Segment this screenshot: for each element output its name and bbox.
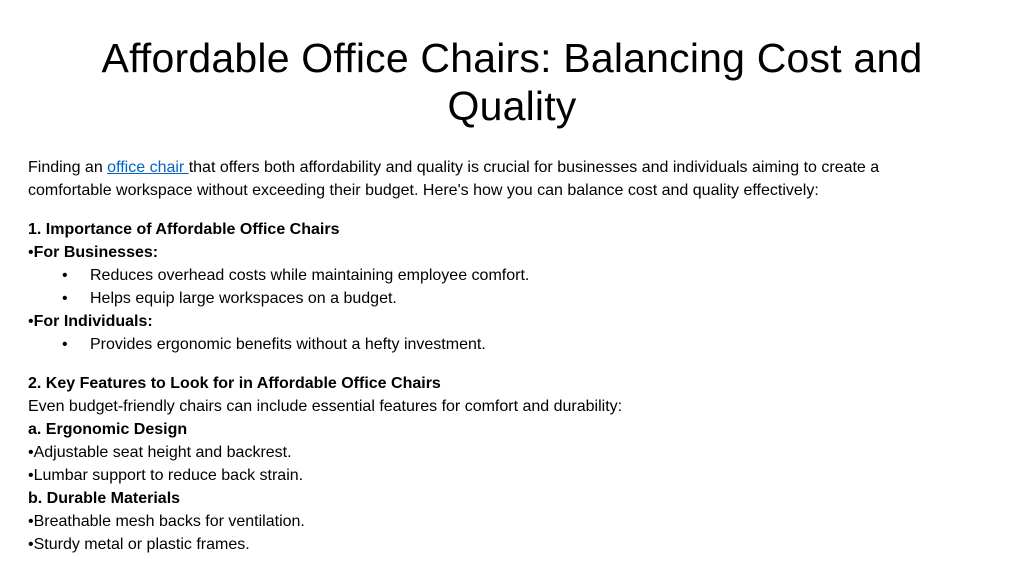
section-importance [28,218,998,356]
bullet: • [62,290,68,307]
intro-line-1 [28,156,998,179]
bullet: • [28,244,34,261]
list-item [28,464,998,487]
list-item-text: Sturdy metal or plastic frames. [33,536,250,553]
bullet: • [28,467,34,484]
list-item-text: Adjustable seat height and backrest. [33,444,292,461]
intro-paragraph [28,156,998,202]
bullet: • [28,536,34,553]
list-item-text: Provides ergonomic benefits without a hefty investment. [90,336,486,353]
bullet: • [62,336,68,353]
list-item [28,441,998,464]
ergonomic-design-heading: a. Ergonomic Design [28,421,188,438]
intro-line-2: comfortable workspace without exceeding their budget. Here's how you can balance cost and quality effectively: [28,182,819,199]
intro-suffix: that offers both affordability and quality is crucial for businesses and individuals aiming to create a [188,159,880,176]
office-chair-link[interactable]: office chair [107,159,189,176]
durable-materials-heading: b. Durable Materials [28,490,181,507]
section-1-heading: 1. Importance of Affordable Office Chairs [28,221,340,238]
bullet: • [62,267,68,284]
list-item-text: Reduces overhead costs while maintaining employee comfort. [90,267,530,284]
individuals-label-row [28,310,998,333]
intro-prefix: Finding an [28,159,108,176]
individuals-label: For Individuals: [33,313,153,330]
list-item-text: Breathable mesh backs for ventilation. [33,513,305,530]
bullet: • [28,444,34,461]
list-item [28,333,998,356]
bullet: • [28,313,34,330]
section-2-intro: Even budget-friendly chairs can include essential features for comfort and durability: [28,398,623,415]
section-key-features [28,372,998,556]
section-2-heading: 2. Key Features to Look for in Affordable Office Chairs [28,375,441,392]
businesses-label: For Businesses: [33,244,159,261]
list-item-text: Lumbar support to reduce back strain. [33,467,304,484]
list-item [28,533,998,556]
list-item [28,287,998,310]
list-item [28,510,998,533]
list-item [28,264,998,287]
slide-body [28,156,998,556]
page-title: Affordable Office Chairs: Balancing Cost and Quality [101,35,923,129]
bullet: • [28,513,34,530]
businesses-label-row [28,241,998,264]
list-item-text: Helps equip large workspaces on a budget. [90,290,397,307]
